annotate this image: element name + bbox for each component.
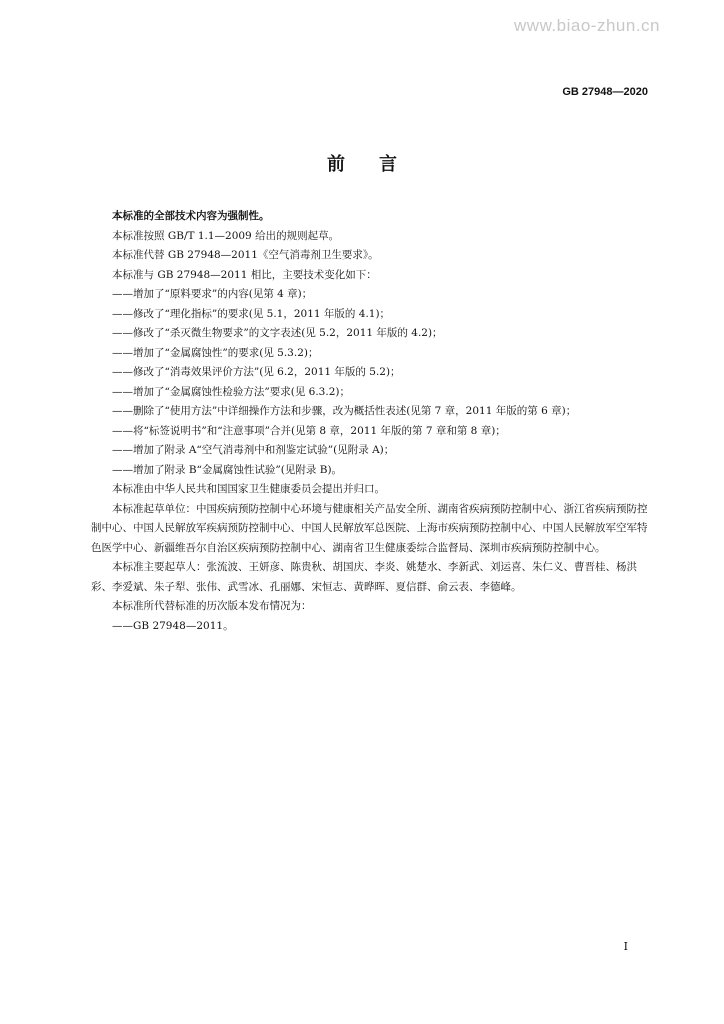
document-body	[91, 207, 651, 636]
drafters-paragraph: 本标准主要起草人：张流波、王妍彦、陈贵秋、胡国庆、李炎、姚楚水、李新武、刘运喜、朱仁义、曹晋桂、杨洪彩、李爱斌、朱子犁、张伟、武雪冰、孔丽娜、宋恒志、黄晔晖、夏信群、俞云表、李德峰。	[91, 561, 637, 593]
history-item: ——GB 27948—2011。	[112, 619, 234, 632]
change-item: ——修改了“理化指标”的要求(见 5.1，2011 年版的 4.1)；	[112, 307, 391, 320]
standard-code: GB 27948—2020	[562, 86, 648, 98]
changes-intro-paragraph: 本标准与 GB 27948—2011 相比，主要技术变化如下：	[112, 268, 377, 281]
page-title: 前言	[327, 154, 431, 175]
change-item: ——修改了“杀灭微生物要求”的文字表述(见 5.2，2011 年版的 4.2)；	[112, 327, 443, 339]
change-item: ——删除了“使用方法”中详细操作方法和步骤，改为概括性表述(见第 7 章，2011 年版的第 6 章)；	[112, 405, 577, 417]
change-item: ——修改了“消毒效果评价方法”(见 6.2，2011 年版的 5.2)；	[112, 366, 401, 378]
page-number: I	[623, 940, 628, 953]
change-item: ——增加了“原料要求”的内容(见第 4 章)；	[112, 288, 313, 300]
proposer-paragraph: 本标准由中华人民共和国国家卫生健康委员会提出并归口。	[112, 483, 385, 495]
drafting-units-paragraph: 本标准起草单位：中国疾病预防控制中心环境与健康相关产品安全所、湖南省疾病预防控制中心、浙江省疾病预防控制中心、中国人民解放军疾病预防控制中心、中国人民解放军总医院、上海市疾病预防控制中心、中国人民解放军空军特色医学中心、新疆维吾尔自治区疾病预防控制中心、湖南省卫生健康委综合监督局、深圳市疾病预防控制中心。	[91, 502, 648, 554]
site-watermark: www.biao-zhun.cn	[514, 16, 660, 35]
history-intro-paragraph: 本标准所代替标准的历次版本发布情况为：	[112, 600, 312, 612]
change-item: ——增加了附录 B“金属腐蚀性试验”(见附录 B)。	[112, 463, 343, 476]
replaces-paragraph: 本标准代替 GB 27948—2011《空气消毒剂卫生要求》。	[112, 249, 379, 261]
change-item: ——将“标签说明书”和“注意事项”合并(见第 8 章，2011 年版的第 7 章和第 8 章)；	[112, 424, 506, 437]
change-item: ——增加了附录 A“空气消毒剂中和剂鉴定试验”(见附录 A)；	[112, 444, 395, 456]
mandatory-statement: 本标准的全部技术内容为强制性。	[112, 210, 270, 222]
change-item: ——增加了“金属腐蚀性检验方法”要求(见 6.3.2)；	[112, 385, 350, 398]
change-item: ——增加了“金属腐蚀性”的要求(见 5.3.2)；	[112, 346, 319, 359]
drafting-rule-paragraph: 本标准按照 GB/T 1.1—2009 给出的规则起草。	[112, 229, 340, 242]
